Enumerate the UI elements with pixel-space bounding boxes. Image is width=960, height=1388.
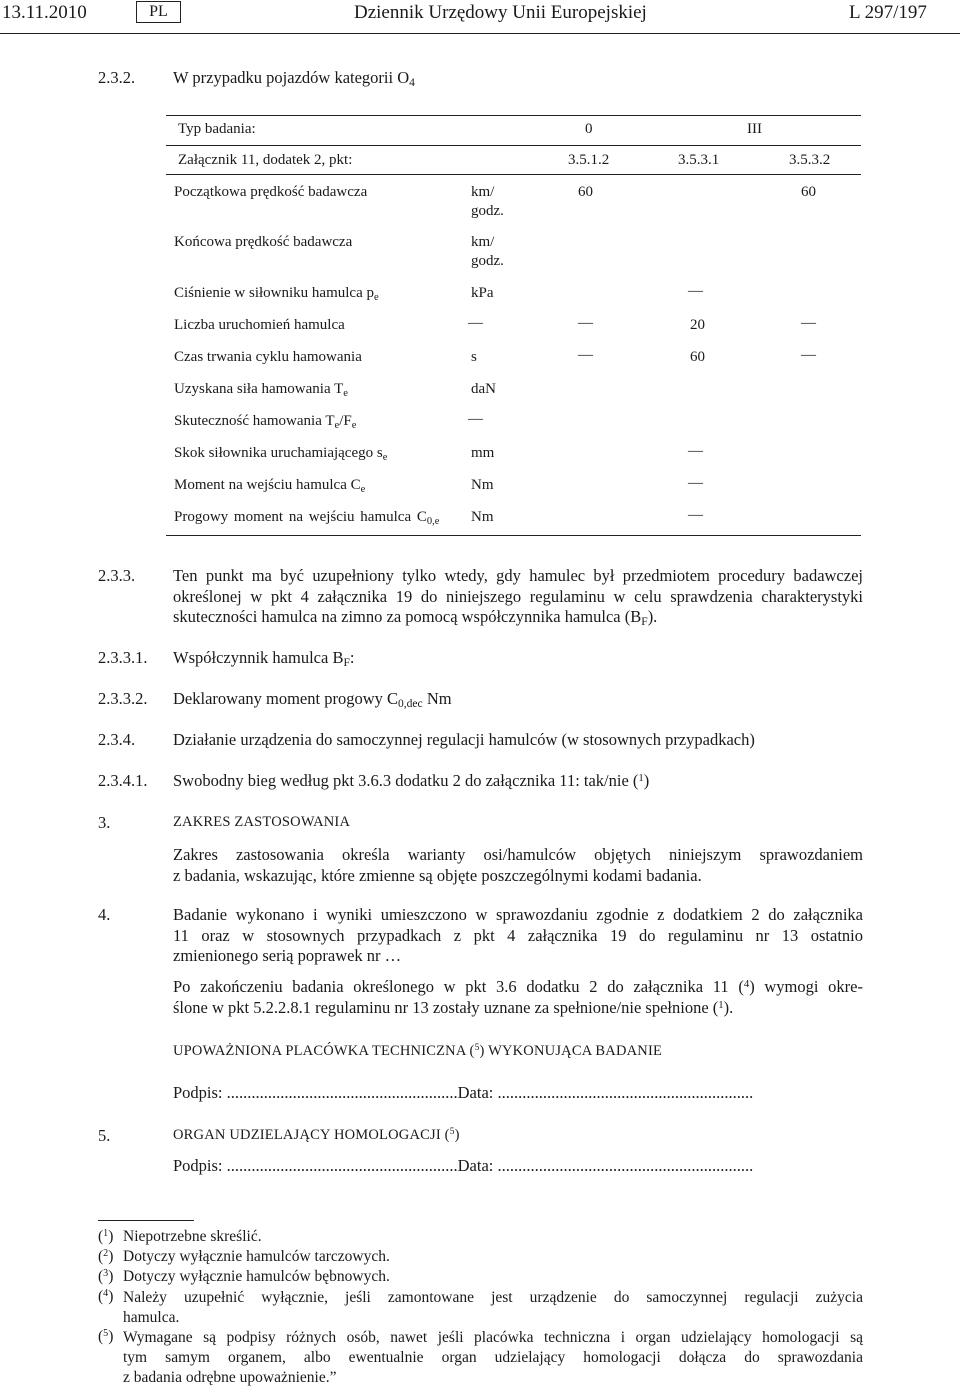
value-applications-3: — (801, 315, 816, 331)
approval-authority-heading: ORGAN UDZIELAJĄCY HOMOLOGACJI ($^5$) (173, 1127, 460, 1143)
row-label-stroke: Skok siłownika uruchamiającego $s_e$ (174, 445, 388, 463)
test-type-III: III (747, 121, 762, 137)
paragraph-number: 2.3.3.2. (98, 689, 148, 708)
value-torque: — (688, 475, 703, 491)
technical-service-heading: UPOWAŻNIONA PLACÓWKA TECHNICZNA ($^5$) WYKONUJĄCA BADANIE (173, 1043, 663, 1059)
unit-kpa: kPa (471, 285, 494, 301)
section-title: W przypadku pojazdów kategorii $O_4$ (173, 68, 415, 89)
row-label-torque: Moment na wejściu hamulca $C_e$ (174, 477, 366, 495)
footnote-5: Wymagane są podpisy różnych osób, nawet jeśli placówka techniczna i organ udzielający homologacji są tym samym organem, albo ewentualnie organ udzielający homologacji dołącza do sprawozdania z badania odrębne upoważnienie.” (123, 1329, 863, 1386)
paragraph-2-3-4: Działanie urządzenia do samoczynnej regulacji hamulców (w stosownych przypadkach) (173, 730, 755, 749)
value-initial-speed-0: 60 (578, 184, 593, 200)
value-applications-1: — (578, 315, 593, 331)
footnote-rule (98, 1220, 194, 1221)
value-pressure: — (688, 283, 703, 299)
table-rule (166, 145, 861, 146)
value-applications-0: — (468, 315, 483, 331)
section-number: 3. (98, 813, 111, 832)
section-3-title: ZAKRES ZASTOSOWANIA (173, 814, 351, 830)
annex-ref-2: 3.5.3.1 (678, 152, 720, 168)
row-label-efficiency: Skuteczność hamowania $T_e/F_e$ (174, 413, 357, 431)
footnote-marker: ($^1$) (98, 1228, 114, 1245)
row-label-initial-speed: Początkowa prędkość badawcza (174, 184, 368, 200)
table-rule (166, 174, 861, 175)
annex-ref-3: 3.5.3.2 (789, 152, 831, 168)
annex-ref-1: 3.5.1.2 (568, 152, 610, 168)
unit-s: s (471, 349, 477, 365)
paragraph-2-3-3-2: Deklarowany moment progowy $C_{0,dec}$ Nm (173, 689, 452, 710)
unit-godz: godz. (471, 253, 504, 269)
journal-title: Dziennik Urzędowy Unii Europejskiej (354, 2, 647, 23)
unit-nm: Nm (471, 509, 494, 525)
footnote-marker: ($^4$) (98, 1288, 114, 1305)
section-4-result: Po zakończeniu badania określonego w pkt 3.6 dodatku 2 do załącznika 11 ($^4$) wymogi okre- ślone w pkt 5.2.2.8.1 regulaminu nr 13 zostały uznane za spełnione/nie spełnione ($^1$). (173, 977, 863, 1017)
unit-km: km/ (471, 184, 495, 200)
annex-label: Załącznik 11, dodatek 2, pkt: (178, 152, 353, 168)
table-rule-top (166, 115, 861, 116)
unit-km: km/ (471, 234, 495, 250)
unit-dan: daN (471, 381, 496, 397)
section-3-text: Zakres zastosowania określa warianty osi/hamulców objętych niniejszym sprawozdaniem z badania, wskazując, które zmienne są objęte poszczególnymi kodami badania. (173, 845, 863, 885)
row-label-applications: Liczba uruchomień hamulca (174, 317, 345, 333)
paragraph-number: 2.3.4. (98, 730, 136, 749)
table-rule-bottom (166, 535, 861, 536)
paragraph-2-3-3-1: Współczynnik hamulca $B_F$: (173, 648, 355, 669)
language-badge: PL (136, 1, 181, 23)
paragraph-number: 2.3.4.1. (98, 771, 148, 790)
unit-godz: godz. (471, 203, 504, 219)
value-cycle-3: — (801, 347, 816, 363)
footnote-3: Dotyczy wyłącznie hamulców bębnowych. (123, 1268, 390, 1285)
value-applications-2: 20 (690, 317, 705, 333)
footnote-marker: ($^5$) (98, 1328, 114, 1345)
row-label-cycle: Czas trwania cyklu hamowania (174, 349, 362, 365)
value-threshold: — (688, 507, 703, 523)
row-label-force: Uzyskana siła hamowania $T_e$ (174, 381, 348, 399)
footnote-2: Dotyczy wyłącznie hamulców tarczowych. (123, 1248, 390, 1265)
footnote-1: Niepotrzebne skreślić. (123, 1228, 262, 1245)
paragraph-number: 2.3.3.1. (98, 648, 148, 667)
test-type-label: Typ badania: (178, 121, 256, 137)
row-label-final-speed: Końcowa prędkość badawcza (174, 234, 353, 250)
header-rule (0, 33, 960, 34)
footnote-marker: ($^3$) (98, 1268, 114, 1285)
section-4-text: Badanie wykonano i wyniki umieszczono w sprawozdaniu zgodnie z dodatkiem 2 do załącznika 11 oraz w stosownych przypadkach z pkt 4 załącznika 19 do regulaminu nr 13 ostatnio zmienionego serią poprawek nr … (173, 905, 863, 965)
value-initial-speed-III: 60 (801, 184, 816, 200)
section-number: 5. (98, 1126, 111, 1145)
row-label-threshold: Progowy moment na wejściu hamulca $C_{0,e}$ (174, 509, 440, 527)
page-reference: L 297/197 (849, 2, 927, 23)
signature-line-technical-service: Podpis: ........................................................Data: .............................................................. (173, 1083, 754, 1102)
paragraph-2-3-4-1: Swobodny bieg według pkt 3.6.3 dodatku 2 do załącznika 11: tak/nie ($^1$) (173, 771, 650, 790)
value-efficiency: — (468, 411, 483, 427)
value-cycle-1: — (578, 347, 593, 363)
paragraph-2-3-3: Ten punkt ma być uzupełniony tylko wtedy, gdy hamulec był przedmiotem procedury badawczej określonej w pkt 4 załącznika 19 do niniejszego regulaminu w celu sprawdzenia charakterystyki skuteczności hamulca na zimno za pomocą współczynnika hamulca $(B_F)$. (173, 566, 863, 628)
value-cycle-2: 60 (690, 349, 705, 365)
footnote-marker: ($^2$) (98, 1248, 114, 1265)
section-number: 2.3.2. (98, 68, 136, 87)
section-number: 4. (98, 905, 111, 924)
test-type-0: 0 (585, 121, 593, 137)
paragraph-number: 2.3.3. (98, 566, 136, 585)
value-stroke: — (688, 443, 703, 459)
footnote-4: Należy uzupełnić wyłącznie, jeśli zamontowane jest urządzenie do samoczynnej regulacji zużycia hamulca. (123, 1289, 863, 1326)
header-date: 13.11.2010 (2, 2, 87, 23)
unit-nm: Nm (471, 477, 494, 493)
signature-line-approval-authority: Podpis: ........................................................Data: .............................................................. (173, 1156, 754, 1175)
unit-mm: mm (471, 445, 495, 461)
row-label-pressure: Ciśnienie w siłowniku hamulca $p_e$ (174, 285, 379, 303)
